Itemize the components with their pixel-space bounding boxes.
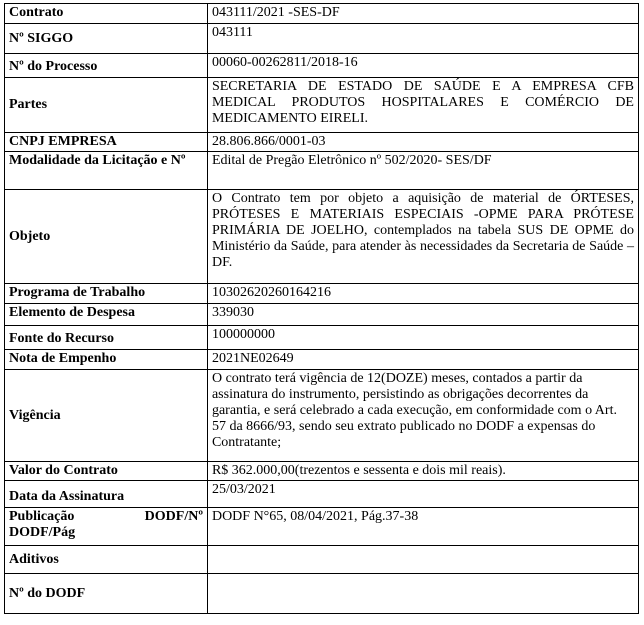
- table-row: [5, 152, 639, 190]
- row-value-contrato: 043111/2021 -SES-DF: [207, 4, 638, 24]
- row-value-partes: SECRETARIA DE ESTADO DE SAÚDE E A EMPRESA CFB MEDICAL PRODUTOS HOSPITALARES E COMÉRCIO DE MEDICAMENTO EIRELI.: [207, 78, 638, 133]
- table-row: [5, 574, 639, 614]
- row-label-objeto: Objeto: [5, 190, 208, 284]
- table-row: [5, 546, 639, 574]
- row-label-elemento: Elemento de Despesa: [5, 304, 208, 326]
- table-row: [5, 304, 639, 326]
- row-label-publicacao: [5, 508, 208, 546]
- table-row: [5, 350, 639, 370]
- row-value-programa: 10302620260164216: [207, 284, 638, 304]
- publicacao-label-text: Publicação DODF/Nº DODF/Pág: [9, 509, 203, 540]
- row-value-elemento: 339030: [207, 304, 638, 326]
- row-label-valor: Valor do Contrato: [5, 462, 208, 481]
- row-label-data-assinatura: Data da Assinatura: [5, 481, 208, 508]
- table-row: [5, 508, 639, 546]
- row-label-aditivos: Aditivos: [5, 546, 208, 574]
- table-row: [5, 133, 639, 152]
- table-row: [5, 4, 639, 24]
- row-label-empenho: Nota de Empenho: [5, 350, 208, 370]
- table-row: [5, 284, 639, 304]
- table-row: [5, 24, 639, 54]
- row-value-processo: 00060-00262811/2018-16: [207, 54, 638, 78]
- contract-extract-table: [4, 3, 639, 614]
- table-row: [5, 370, 639, 462]
- row-value-siggo: 043111: [207, 24, 638, 54]
- row-label-programa: Programa de Trabalho: [5, 284, 208, 304]
- row-value-cnpj: 28.806.866/0001-03: [207, 133, 638, 152]
- row-value-fonte: 100000000: [207, 326, 638, 350]
- table-row: [5, 54, 639, 78]
- table-row: [5, 481, 639, 508]
- row-label-siggo: Nº SIGGO: [5, 24, 208, 54]
- row-label-vigencia: Vigência: [5, 370, 208, 462]
- row-label-contrato: Contrato: [5, 4, 208, 24]
- row-value-data-assinatura: 25/03/2021: [207, 481, 638, 508]
- row-value-dodf: [207, 574, 638, 614]
- row-value-aditivos: [207, 546, 638, 574]
- table-row: [5, 78, 639, 133]
- row-value-valor: R$ 362.000,00(trezentos e sessenta e dois mil reais).: [207, 462, 638, 481]
- row-label-fonte: Fonte do Recurso: [5, 326, 208, 350]
- table-row: [5, 326, 639, 350]
- row-label-processo: Nº do Processo: [5, 54, 208, 78]
- table-row: [5, 462, 639, 481]
- row-label-modalidade: Modalidade da Licitação e Nº: [5, 152, 208, 190]
- table-row: [5, 190, 639, 284]
- row-label-dodf: Nº do DODF: [5, 574, 208, 614]
- row-label-partes: Partes: [5, 78, 208, 133]
- row-value-modalidade: Edital de Pregão Eletrônico nº 502/2020- SES/DF: [207, 152, 638, 190]
- row-value-empenho: 2021NE02649: [207, 350, 638, 370]
- row-label-cnpj: CNPJ EMPRESA: [5, 133, 208, 152]
- row-value-objeto: O Contrato tem por objeto a aquisição de material de ÓRTESES, PRÓTESES E MATERIAIS ESPECIAIS -OPME PARA PRÓTESE PRIMÁRIA DE JOELHO, contemplados na tabela SUS DE OPME do Ministério da Saúde, para atender às necessidades da Secretaria de Saúde – DF.: [207, 190, 638, 284]
- row-value-vigencia: O contrato terá vigência de 12(DOZE) meses, contados a partir da assinatura do instrumento, persistindo as obrigações decorrentes da garantia, e será celebrado a cada execução, em conformidade com o Art. 57 da 8666/93, sendo seu extrato publicado no DODF a expensas do Contratante;: [207, 370, 638, 462]
- row-value-publicacao: DODF N°65, 08/04/2021, Pág.37-38: [207, 508, 638, 546]
